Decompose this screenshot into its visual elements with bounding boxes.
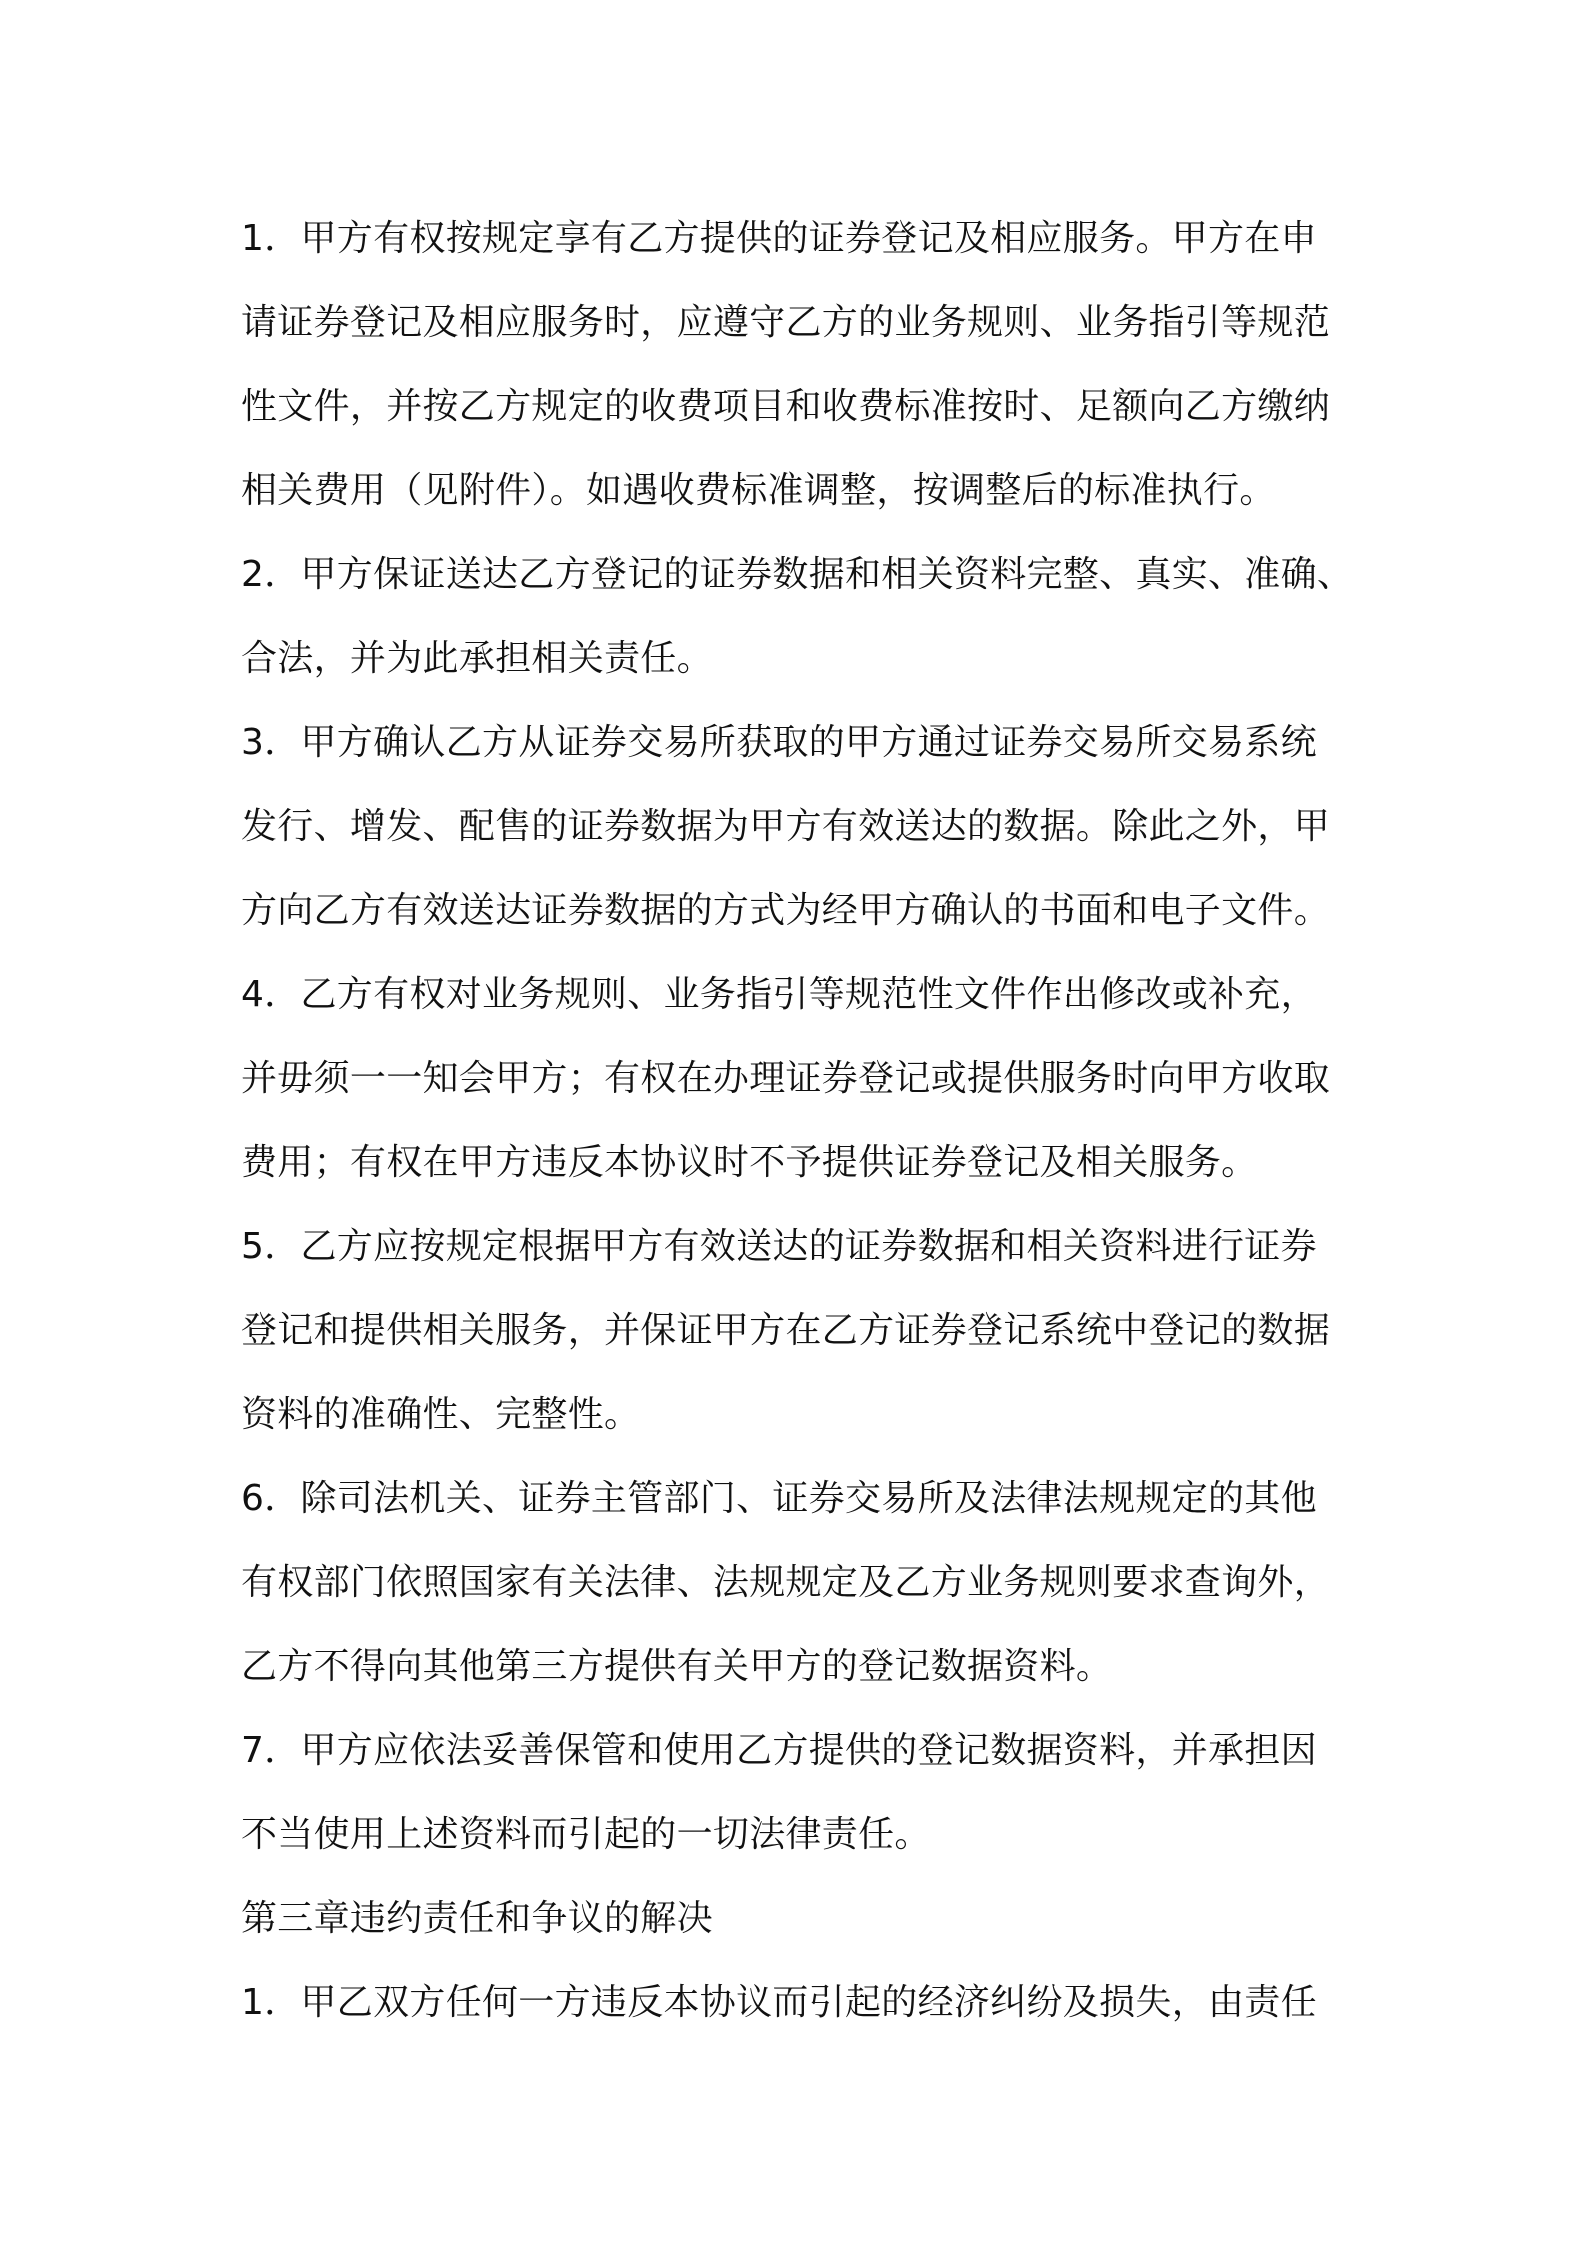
text-line: 方向乙方有效送达证券数据的方式为经甲方确认的书面和电子文件。 bbox=[241, 890, 1331, 931]
text-line: 相关费用（见附件）。如遇收费标准调整，按调整后的标准执行。 bbox=[241, 470, 1276, 511]
text-line: 5．乙方应按规定根据甲方有效送达的证券数据和相关资料进行证券 bbox=[241, 1226, 1317, 1267]
text-line: 7．甲方应依法妥善保管和使用乙方提供的登记数据资料，并承担因 bbox=[241, 1730, 1317, 1771]
text-line: 6．除司法机关、证券主管部门、证券交易所及法律法规规定的其他 bbox=[241, 1478, 1317, 1519]
text-line: 4．乙方有权对业务规则、业务指引等规范性文件作出修改或补充， bbox=[241, 974, 1317, 1015]
text-line: 并毋须一一知会甲方；有权在办理证券登记或提供服务时向甲方收取 bbox=[241, 1058, 1331, 1099]
text-line: 发行、增发、配售的证券数据为甲方有效送达的数据。除此之外，甲 bbox=[241, 806, 1331, 847]
text-line: 性文件，并按乙方规定的收费项目和收费标准按时、足额向乙方缴纳 bbox=[241, 386, 1331, 427]
text-line: 乙方不得向其他第三方提供有关甲方的登记数据资料。 bbox=[241, 1646, 1113, 1687]
text-line: 3．甲方确认乙方从证券交易所获取的甲方通过证券交易所交易系统 bbox=[241, 722, 1317, 763]
chapter-heading: 第三章违约责任和争议的解决 bbox=[241, 1898, 713, 1939]
text-line: 请证券登记及相应服务时，应遵守乙方的业务规则、业务指引等规范 bbox=[241, 302, 1331, 343]
text-line: 2．甲方保证送达乙方登记的证券数据和相关资料完整、真实、准确、 bbox=[241, 554, 1354, 595]
text-line: 不当使用上述资料而引起的一切法律责任。 bbox=[241, 1814, 931, 1855]
text-line: 有权部门依照国家有关法律、法规规定及乙方业务规则要求查询外， bbox=[241, 1562, 1331, 1603]
text-line: 费用；有权在甲方违反本协议时不予提供证券登记及相关服务。 bbox=[241, 1142, 1258, 1183]
text-line: 1．甲乙双方任何一方违反本协议而引起的经济纠纷及损失，由责任 bbox=[241, 1982, 1317, 2023]
text-line: 登记和提供相关服务，并保证甲方在乙方证券登记系统中登记的数据 bbox=[241, 1310, 1331, 1351]
text-line: 合法，并为此承担相关责任。 bbox=[241, 638, 713, 679]
document-body bbox=[241, 197, 1561, 2045]
text-line: 1．甲方有权按规定享有乙方提供的证券登记及相应服务。甲方在申 bbox=[241, 218, 1317, 259]
text-line: 资料的准确性、完整性。 bbox=[241, 1394, 641, 1435]
